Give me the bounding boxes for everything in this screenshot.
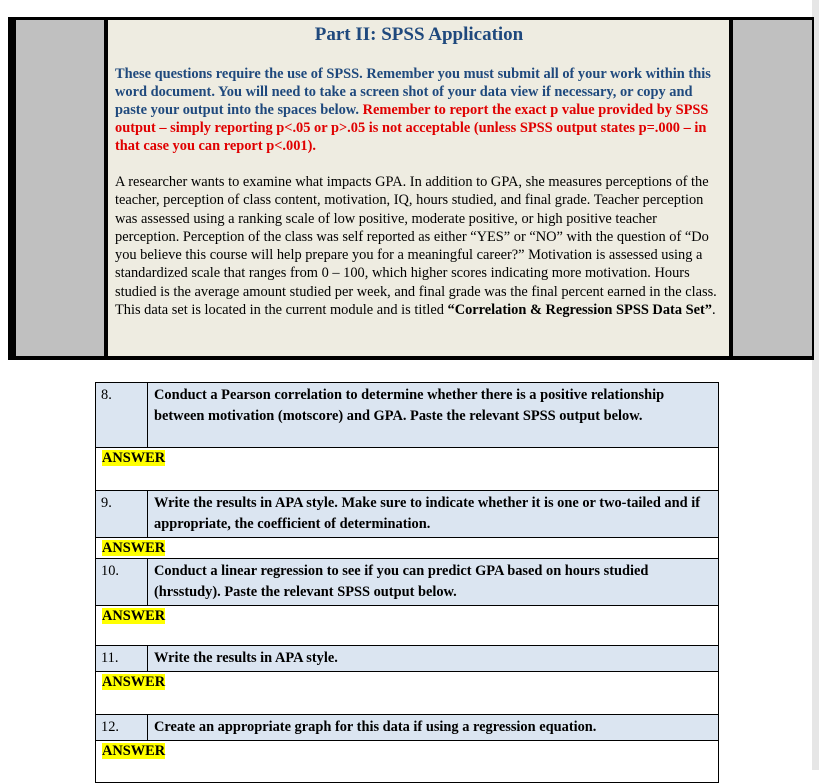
question-number: 11. <box>96 646 148 672</box>
answer-label: ANSWER <box>102 450 166 466</box>
answer-row-9[interactable] <box>96 538 719 559</box>
scenario-end: . <box>711 302 716 319</box>
dataset-name: “Correlation & Regression SPSS Data Set” <box>447 302 712 319</box>
question-number: 12. <box>96 715 148 741</box>
question-text: Write the results in APA style. Make sure to indicate whether it is one or two-tailed and if appropriate, the coefficient of determination. <box>148 491 719 538</box>
question-text: Conduct a Pearson correlation to determine whether there is a positive relationship between motivation (motscore) and GPA. Paste the relevant SPSS output below. <box>148 383 719 448</box>
part2-panel <box>108 20 729 356</box>
answer-label: ANSWER <box>102 674 166 690</box>
answer-row-11[interactable] <box>96 672 719 715</box>
right-gray-margin <box>733 20 812 356</box>
questions-table <box>95 382 719 783</box>
answer-cell[interactable] <box>96 672 719 715</box>
answer-label: ANSWER <box>102 743 166 759</box>
instructions <box>115 65 723 155</box>
question-row-8 <box>96 383 719 448</box>
answer-cell[interactable] <box>96 448 719 491</box>
scenario-paragraph <box>115 173 723 319</box>
section-title: Part II: SPSS Application <box>314 24 524 45</box>
instructions-text: These questions require the use of SPSS. Remember you must submit all of your work within this word document. You will need to take a screen shot of your data view if necessary, or copy and paste your output into the spaces below. <box>115 66 711 118</box>
scenario-text: A researcher wants to examine what impacts GPA. In addition to GPA, she measures perceptions of the teacher, perception of class content, motivation, IQ, hours studied, and final grade. Teacher perception was assessed using a ranking scale of low positive, moderate positive, or high positive teacher perception. Perception of the class was self reported as either “YES” or “NO” with the question of “Do you believe this course will help prepare you for a meaningful career?” Motivation is assessed using a standardized scale that ranges from 0 – 100, which higher scores indicating more motivation. Hours studied is the average amount studied per week, and final grade was the final percent earned in the class. This data set is located in the current module and is titled <box>115 174 717 319</box>
question-text: Create an appropriate graph for this data if using a regression equation. <box>148 715 719 741</box>
p-value-warning: Remember to report the exact p value provided by SPSS output – simply reporting p<.05 or p>.05 is not acceptable (unless SPSS output states p=.000 – in that case you can report p<.001). <box>115 102 709 154</box>
answer-label: ANSWER <box>102 608 166 624</box>
answer-cell[interactable] <box>96 538 719 559</box>
answer-row-12[interactable] <box>96 741 719 783</box>
question-text: Conduct a linear regression to see if you can predict GPA based on hours studied (hrsstudy). Paste the relevant SPSS output below. <box>148 559 719 606</box>
answer-cell[interactable] <box>96 606 719 646</box>
answer-cell[interactable] <box>96 741 719 783</box>
question-row-11 <box>96 646 719 672</box>
question-row-12 <box>96 715 719 741</box>
question-text: Write the results in APA style. <box>148 646 719 672</box>
answer-row-10[interactable] <box>96 606 719 646</box>
question-row-9 <box>96 491 719 538</box>
question-row-10 <box>96 559 719 606</box>
answer-row-8[interactable] <box>96 448 719 491</box>
question-number: 9. <box>96 491 148 538</box>
left-gray-margin <box>16 20 104 356</box>
question-number: 10. <box>96 559 148 606</box>
question-number: 8. <box>96 383 148 448</box>
answer-label: ANSWER <box>102 540 166 556</box>
